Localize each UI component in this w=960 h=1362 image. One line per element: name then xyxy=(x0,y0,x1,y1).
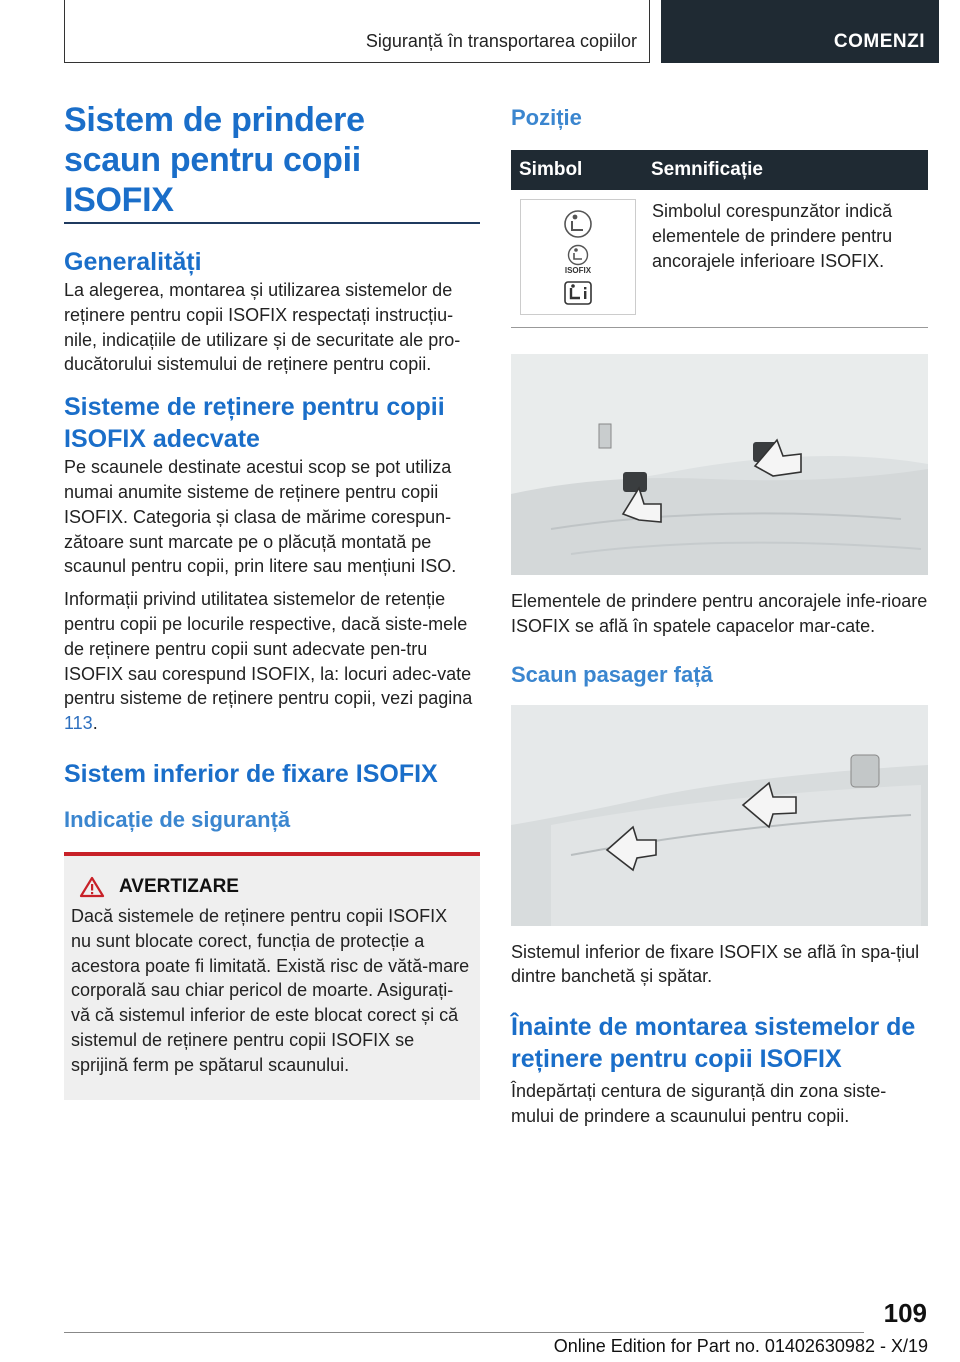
lower-anchor-heading: Sistem inferior de fixare ISOFIX xyxy=(64,759,438,788)
suitable-heading: Sisteme de reținere pentru copii ISOFIX adecvate xyxy=(64,393,445,454)
isofix-symbol-box xyxy=(520,199,636,315)
front-seat-heading: Scaun pasager față xyxy=(511,661,713,687)
page-ref-link[interactable]: 113 xyxy=(64,713,93,734)
chapter-title: COMENZI xyxy=(833,31,925,52)
info-end: . xyxy=(92,713,98,734)
symbol-meaning: Simbolul corespunzător indică elementele de prindere pentru ancorajele inferioare ISOFIX. xyxy=(652,201,893,271)
col-symbol-header: Simbol xyxy=(511,150,643,190)
warning-title-row xyxy=(71,876,472,898)
front-seat-illustration xyxy=(511,705,928,926)
suitable-paragraph: Pe scaunele destinate acestui scop se pot utiliza numai anumite sisteme de reținere pentru copii ISOFIX. Categoria și clasa de mărime corespun-zătoare sunt marcate pe o plăcuță montată pe scaunul pentru copii, prin litere sau mențiuni ISO. xyxy=(64,457,457,577)
front-photo-caption: Sistemul inferior de fixare ISOFIX se află în spa-țiul dintre banchetă și spătar. xyxy=(511,941,920,987)
symbol-table xyxy=(511,150,928,328)
left-column xyxy=(64,100,480,1100)
general-heading: Generalități xyxy=(64,248,202,276)
rear-seat-photo xyxy=(511,354,928,575)
isofix-seat-icon xyxy=(565,244,591,266)
warning-box xyxy=(64,852,480,1100)
info-paragraph xyxy=(64,587,480,736)
page-number: 109 xyxy=(883,1298,927,1328)
seat-info-icon xyxy=(563,280,593,306)
page-title: Sistem de prindere scaun pentru copii ISOFIX xyxy=(64,101,365,219)
rear-seat-illustration xyxy=(511,354,928,575)
title-rule xyxy=(64,222,480,224)
position-heading: Poziție xyxy=(511,105,582,130)
rear-photo-caption: Elementele de prindere pentru ancorajele infe-rioare ISOFIX se află în spatele capacelor mar-cate. xyxy=(511,591,928,636)
running-header-section xyxy=(64,0,650,63)
before-mounting-paragraph: Îndepărtați centura de siguranță din zona siste-mului de prindere a scaunului pentru copii. xyxy=(511,1081,887,1126)
section-title: Siguranță în transportarea copiilor xyxy=(365,31,637,51)
table-row xyxy=(511,190,928,328)
isofix-symbol-label: ISOFIX xyxy=(564,265,592,275)
before-mounting-heading: Înainte de montarea sistemelor de reținere pentru copii ISOFIX xyxy=(511,1013,916,1074)
warning-text: Dacă sistemele de reținere pentru copii ISOFIX nu sunt blocate corect, funcția de protecție a acestora poate fi limitată. Există risc de vătă-mare corporală sau chiar pericol de moarte. Asigurați-vă că sistemul inferior de este blocat corect și că sistemul de reținere pentru copii ISOFIX se sprijină ferm pe spătarul scaunului. xyxy=(71,905,470,1075)
child-seat-icon xyxy=(561,209,595,239)
general-paragraph: La alegerea, montarea și utilizarea sistemelor de reținere pentru copii ISOFIX respectați instrucțiu-nile, indicațiile de utilizare și de securitate ale pro-ducătorului sistemului de reținere pentru copii. xyxy=(64,280,461,375)
col-meaning-header: Semnificație xyxy=(643,150,928,190)
front-seat-photo xyxy=(511,705,928,926)
warning-title: AVERTIZARE xyxy=(119,875,239,897)
info-text: Informații privind utilitatea sistemelor de retenție pentru copii pe locurile respective, dacă siste-mele de reținere pentru copii sunt adecvate pen-tru ISOFIX sau corespund ISOFIX, la: locuri adec-vate pentru sisteme de reținere pentru copii, vezi pagina xyxy=(64,589,473,709)
table-header-row xyxy=(511,150,928,190)
footer-rule xyxy=(64,1332,864,1333)
running-header-chapter xyxy=(661,0,939,63)
warning-triangle-icon xyxy=(79,876,105,898)
safety-heading: Indicație de siguranță xyxy=(64,806,291,832)
edition-note: Online Edition for Part no. 01402630982 - X/19 xyxy=(553,1336,928,1356)
right-column xyxy=(511,100,928,1129)
